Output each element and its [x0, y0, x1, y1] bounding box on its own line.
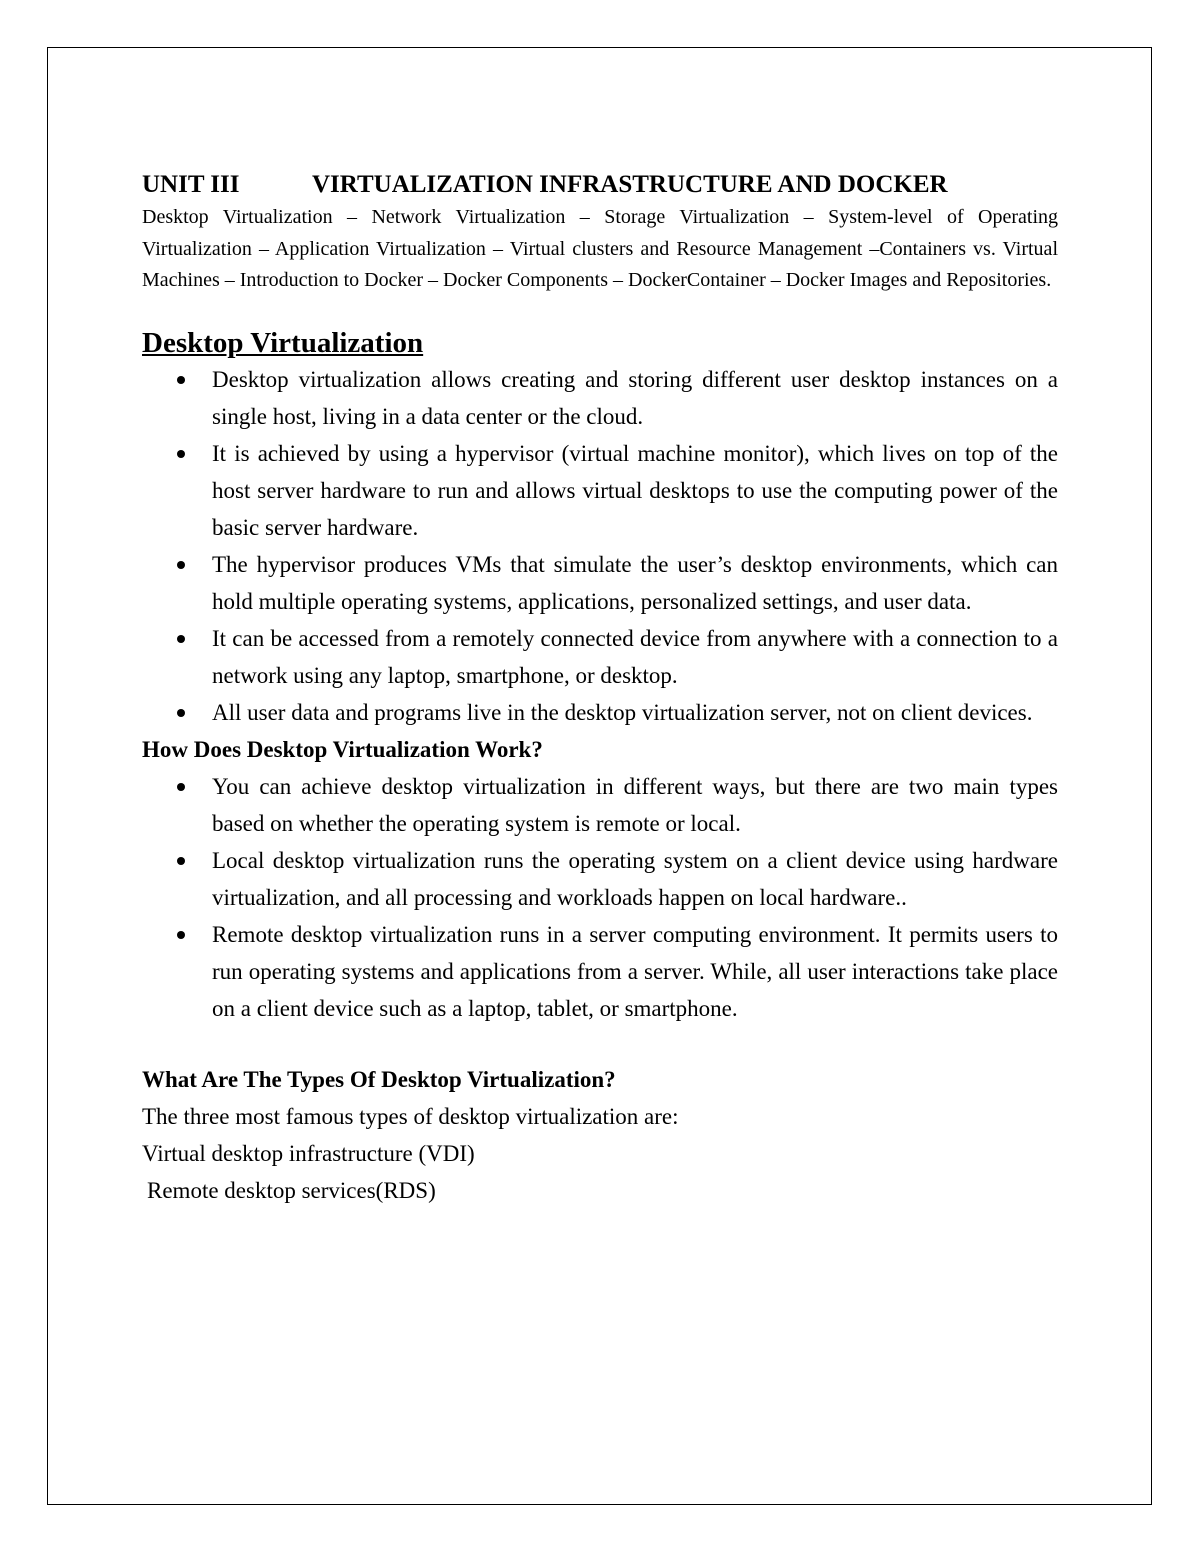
list-item-text: You can achieve desktop virtualization in different ways, but there are two main types based on whether the operating system is remote or local. — [212, 773, 1058, 836]
bullet-icon — [177, 783, 185, 791]
sub-heading-types: What Are The Types Of Desktop Virtualization? — [142, 1066, 616, 1092]
unit-title — [142, 168, 1058, 202]
types-intro: The three most famous types of desktop virtualization are: — [142, 1103, 679, 1129]
list-item-text: Local desktop virtualization runs the operating system on a client device using hardware virtualization, and all processing and workloads happen on local hardware.. — [212, 847, 1058, 910]
how-it-works-list — [142, 768, 1058, 1027]
list-item-text: All user data and programs live in the desktop virtualization server, not on client devices. — [212, 699, 1033, 725]
bullet-icon — [177, 561, 185, 569]
syllabus-topics: Desktop Virtualization – Network Virtualization – Storage Virtualization – System-level of Operating Virtualization – Application Virtualization – Virtual clusters and Resource Management –Containers vs. Virtual Machines – Introduction to Docker – Docker Components – DockerContainer – Docker Images and Repositories. — [142, 206, 1058, 291]
type-item-rds: Remote desktop services(RDS) — [147, 1177, 436, 1203]
list-item — [142, 916, 1058, 1027]
list-item-text: It is achieved by using a hypervisor (virtual machine monitor), which lives on top of the host server hardware to run and allows virtual desktops to use the computing power of the basic server hardware. — [212, 440, 1058, 540]
bullet-icon — [177, 450, 185, 458]
list-item-text: The hypervisor produces VMs that simulate the user’s desktop environments, which can hold multiple operating systems, applications, personalized settings, and user data. — [212, 551, 1058, 614]
list-item — [142, 361, 1058, 435]
list-item-text: It can be accessed from a remotely connected device from anywhere with a connection to a network using any laptop, smartphone, or desktop. — [212, 625, 1058, 688]
bullet-icon — [177, 931, 185, 939]
type-item-vdi: Virtual desktop infrastructure (VDI) — [142, 1140, 475, 1166]
bullet-icon — [177, 376, 185, 384]
bullet-icon — [177, 857, 185, 865]
unit-number: UNIT III — [142, 171, 240, 198]
sub-heading-how-it-works: How Does Desktop Virtualization Work? — [142, 736, 543, 762]
desktop-virtualization-list — [142, 361, 1058, 731]
list-item — [142, 842, 1058, 916]
list-item — [142, 620, 1058, 694]
list-item — [142, 768, 1058, 842]
bullet-icon — [177, 635, 185, 643]
document-body — [142, 168, 1058, 1209]
list-item-text: Remote desktop virtualization runs in a server computing environment. It permits users to run operating systems and applications from a server. While, all user interactions take place on a client device such as a laptop, tablet, or smartphone. — [212, 921, 1058, 1021]
bullet-icon — [177, 709, 185, 717]
list-item — [142, 435, 1058, 546]
list-item — [142, 546, 1058, 620]
section-heading-desktop-virtualization: Desktop Virtualization — [142, 326, 424, 359]
list-item-text: Desktop virtualization allows creating and storing different user desktop instances on a single host, living in a data center or the cloud. — [212, 366, 1058, 429]
list-item — [142, 694, 1058, 731]
unit-title-text: VIRTUALIZATION INFRASTRUCTURE AND DOCKER — [312, 171, 948, 198]
